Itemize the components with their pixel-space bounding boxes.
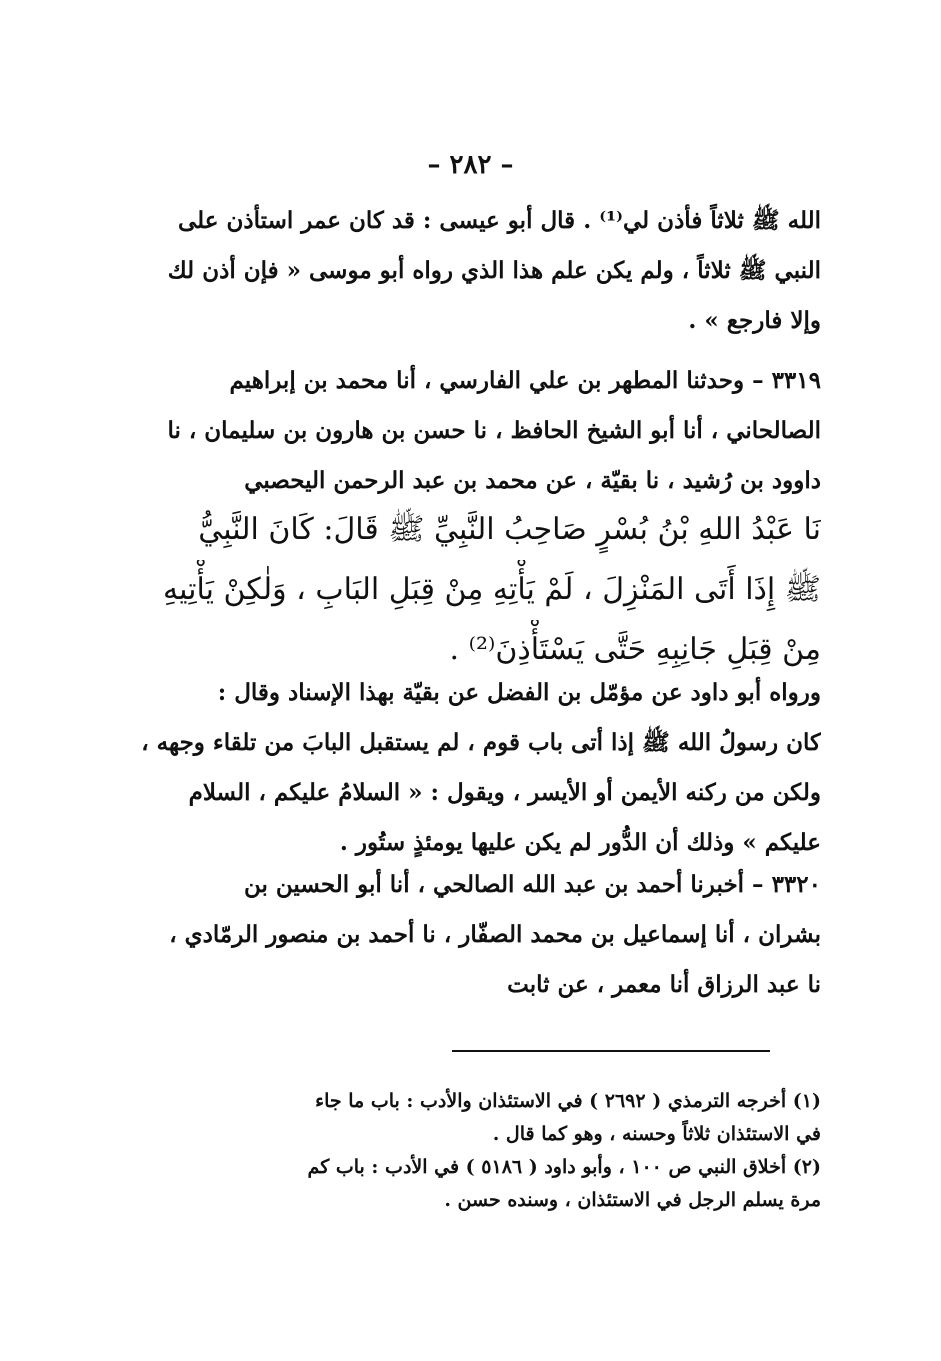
paragraph-continuation	[121, 196, 821, 346]
text-line: ٣٣١٩ – وحدثنا المطهر بن علي الفارسي ، أنا محمد بن إبراهيم	[229, 367, 821, 394]
text-line: كان رسولُ الله ﷺ إذا أتى باب قوم ، لم يستقبل البابَ من تلقاء وجهه ،	[141, 729, 821, 756]
paragraph-abu-dawud	[121, 668, 821, 868]
footnote-divider	[452, 1050, 770, 1052]
footnote-line: في الاستئذان ثلاثاً وحسنه ، وهو كما قال .	[492, 1123, 821, 1145]
text-line: النبي ﷺ ثلاثاً ، ولم يكن علم هذا الذي رواه أبو موسى « فإن أذن لك	[167, 257, 821, 284]
text-line: مِنْ قِبَلِ جَانِبِهِ حَتَّى يَسْتَأْذِنَ⁽²⁾ .	[449, 632, 821, 667]
footnotes	[121, 1085, 821, 1217]
text-line: ورواه أبو داود عن مؤمّل بن الفضل عن بقيّة بهذا الإسناد وقال :	[217, 679, 821, 706]
text-line: داوود بن رُشيد ، نا بقيّة ، عن محمد بن عبد الرحمن اليحصبي	[244, 467, 821, 494]
text-line: الله ﷺ ثلاثاً فأذن لي⁽¹⁾ . قال أبو عيسى : قد كان عمر استأذن على	[178, 207, 821, 234]
text-line: نَا عَبْدُ اللهِ بْنُ بُسْرٍ صَاحِبُ النَّبِيِّ ﷺ قَالَ: كَانَ النَّبِيُّ	[198, 512, 821, 547]
footnote-line: (٢) أخلاق النبي ص ١٠٠ ، وأبو داود ( ٥١٨٦ ) في الأدب : باب كم	[307, 1156, 821, 1178]
text-line: بشران ، أنا إسماعيل بن محمد الصفّار ، نا أحمد بن منصور الرمّادي ،	[169, 921, 821, 948]
text-line: نا عبد الرزاق أنا معمر ، عن ثابت	[507, 971, 821, 998]
text-line: ﷺ إِذَا أَتَى المَنْزِلَ ، لَمْ يَأْتِهِ مِنْ قِبَلِ البَابِ ، وَلٰكِنْ يَأْتِيهِ	[163, 572, 821, 607]
footnote-line: مرة يسلم الرجل في الاستئذان ، وسنده حسن .	[444, 1189, 821, 1211]
text-line: ولكن من ركنه الأيمن أو الأيسر ، ويقول : « السلامُ عليكم ، السلام	[188, 779, 821, 806]
paragraph-hadith-3319-isnad	[121, 356, 821, 506]
page-number: – ٢٨٢ –	[427, 150, 514, 180]
paragraph-hadith-3320-isnad	[121, 860, 821, 1010]
text-line: الصالحاني ، أنا أبو الشيخ الحافظ ، نا حسن بن هارون بن سليمان ، نا	[167, 417, 821, 444]
text-line: وإلا فارجع » .	[688, 307, 821, 334]
hadith-text	[121, 500, 821, 680]
text-line: عليكم » وذلك أن الدُّور لم يكن عليها يومئذٍ ستُور .	[339, 829, 821, 856]
footnote-line: (١) أخرجه الترمذي ( ٢٦٩٢ ) في الاستئذان والأدب : باب ما جاء	[315, 1090, 821, 1112]
text-line: ٣٣٢٠ – أخبرنا أحمد بن عبد الله الصالحي ، أنا أبو الحسين بن	[243, 871, 821, 898]
